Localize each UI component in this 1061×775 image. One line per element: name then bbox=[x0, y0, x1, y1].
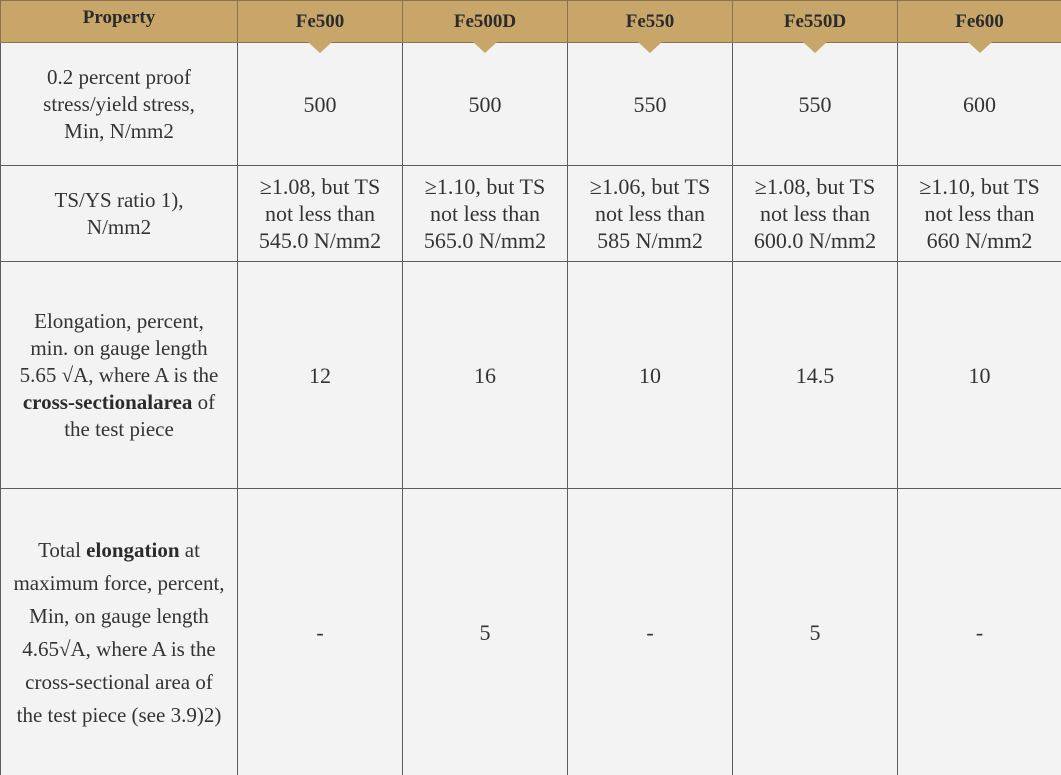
value-cell: ≥1.10, but TS not less than 565.0 N/mm2 bbox=[403, 166, 568, 262]
value-cell: ≥1.06, but TS not less than 585 N/mm2 bbox=[568, 166, 733, 262]
value-cell: ≥1.08, but TS not less than 600.0 N/mm2 bbox=[733, 166, 898, 262]
value-cell: 10 bbox=[568, 262, 733, 489]
property-ts-ys-ratio: TS/YS ratio 1), N/mm2 bbox=[1, 166, 238, 262]
value-cell: 5 bbox=[733, 489, 898, 775]
value-cell: 550 bbox=[568, 43, 733, 166]
row-elongation bbox=[1, 262, 1061, 489]
header-fe550: Fe550 bbox=[568, 1, 733, 43]
property-total-elongation: Total elongation at maximum force, percent, Min, on gauge length 4.65√A, where A is the cross-sectional area of the test piece (see 3.9)2) bbox=[1, 489, 238, 775]
header-pointer-icon bbox=[308, 42, 332, 53]
value-cell: - bbox=[898, 489, 1061, 775]
value-cell: 600 bbox=[898, 43, 1061, 166]
value-cell: ≥1.08, but TS not less than 545.0 N/mm2 bbox=[238, 166, 403, 262]
value-cell: ≥1.10, but TS not less than 660 N/mm2 bbox=[898, 166, 1061, 262]
header-pointer-icon bbox=[638, 42, 662, 53]
value-cell: 14.5 bbox=[733, 262, 898, 489]
bold-term: cross-sectionalarea bbox=[22, 389, 193, 414]
row-ts-ys-ratio bbox=[1, 166, 1061, 262]
value-cell: 500 bbox=[403, 43, 568, 166]
bold-term: elongation bbox=[86, 537, 180, 562]
header-property: Property bbox=[1, 1, 238, 43]
property-elongation: Elongation, percent, min. on gauge length 5.65 √A, where A is the cross-sectionalarea of the test piece bbox=[1, 262, 238, 489]
value-cell: - bbox=[568, 489, 733, 775]
value-cell: 10 bbox=[898, 262, 1061, 489]
header-pointer-icon bbox=[803, 42, 827, 53]
header-pointer-icon bbox=[473, 42, 497, 53]
value-cell: 12 bbox=[238, 262, 403, 489]
header-fe500: Fe500 bbox=[238, 1, 403, 43]
header-pointer-icon bbox=[968, 42, 992, 53]
value-cell: - bbox=[238, 489, 403, 775]
value-cell: 5 bbox=[403, 489, 568, 775]
row-total-elongation bbox=[1, 489, 1061, 775]
value-cell: 16 bbox=[403, 262, 568, 489]
value-cell: 500 bbox=[238, 43, 403, 166]
property-proof-stress: 0.2 percent proof stress/yield stress, Min, N/mm2 bbox=[1, 43, 238, 166]
header-row bbox=[1, 1, 1061, 43]
header-fe600: Fe600 bbox=[898, 1, 1061, 43]
row-proof-stress bbox=[1, 43, 1061, 166]
header-fe500d: Fe500D bbox=[403, 1, 568, 43]
value-cell: 550 bbox=[733, 43, 898, 166]
header-fe550d: Fe550D bbox=[733, 1, 898, 43]
